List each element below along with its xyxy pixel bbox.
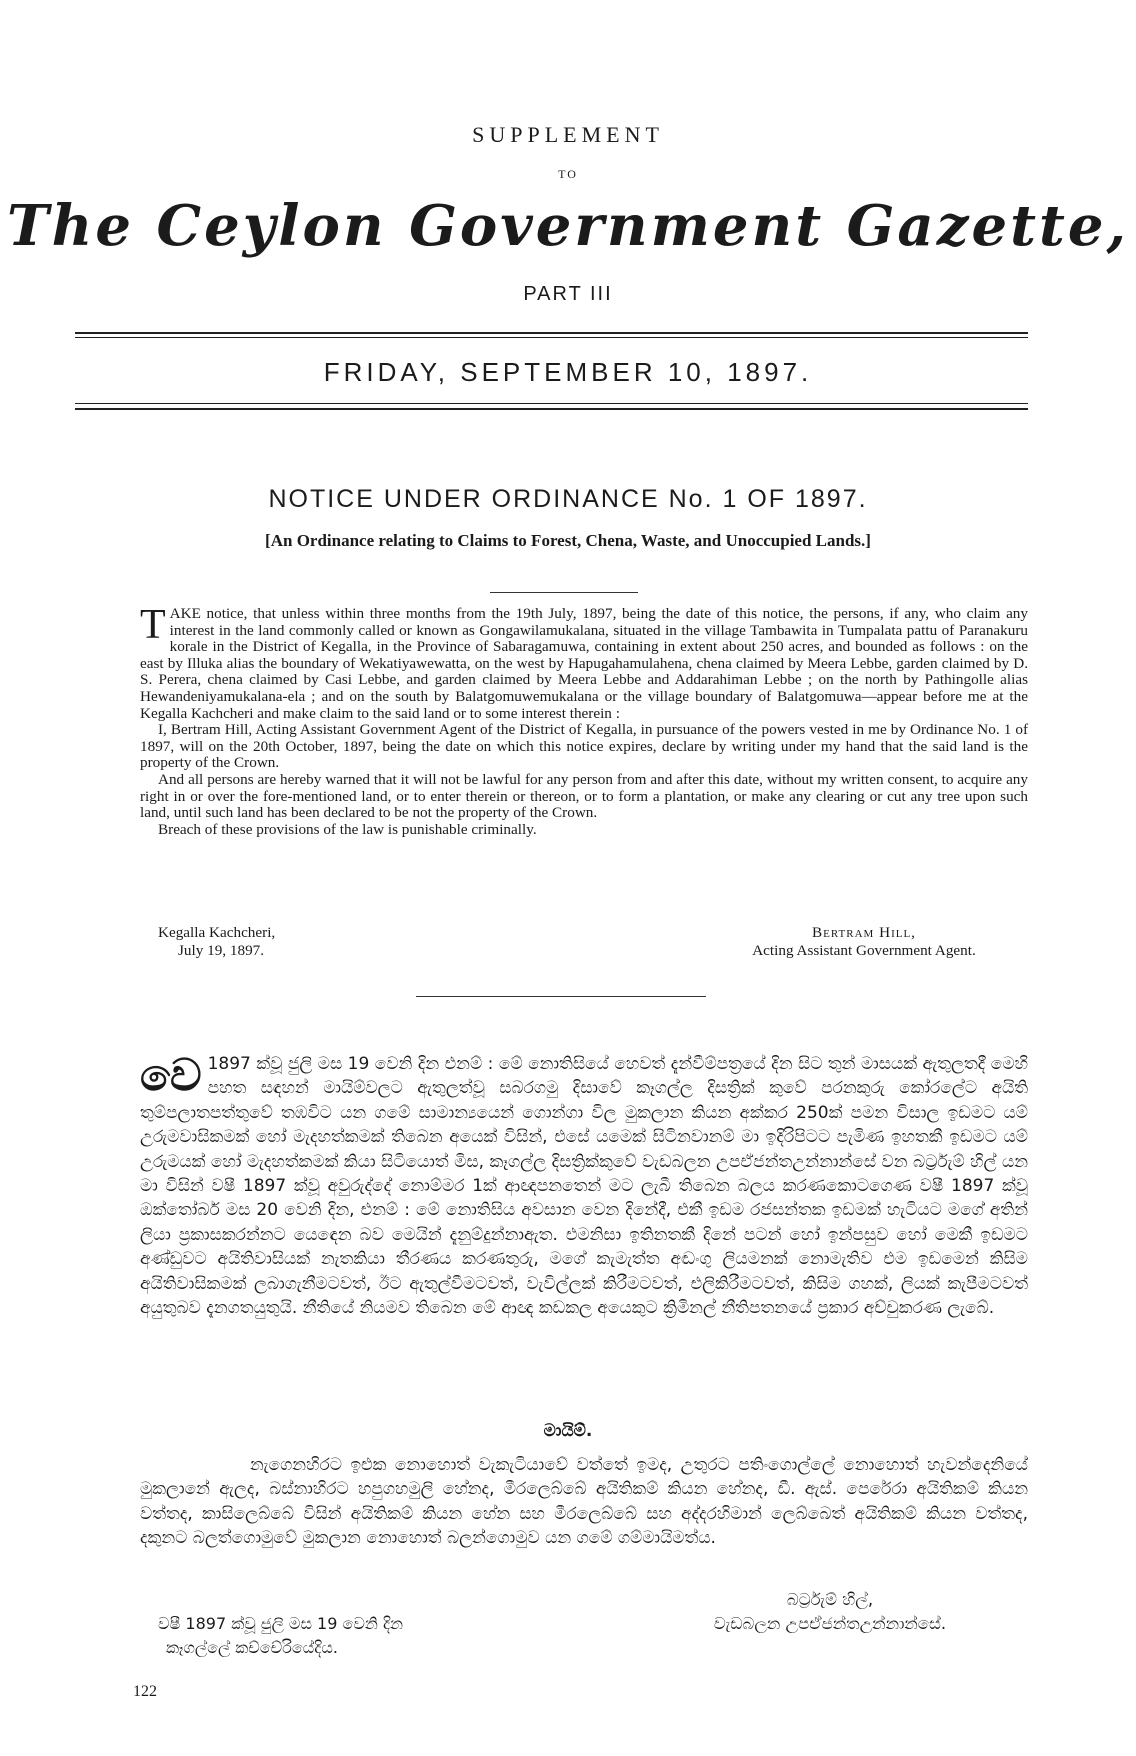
part-label: PART III	[523, 283, 613, 305]
signatory-name: Bertram Hill,	[812, 924, 916, 941]
sinhala-place: කෑගල්ලේ කච්චේරියේදිය.	[166, 1638, 338, 1657]
sinhala-notice-body	[140, 1052, 1028, 1320]
english-place-date	[158, 924, 275, 960]
gazette-masthead: The Ceylon Government Gazette,	[6, 193, 1129, 259]
english-paragraph-1: TAKE notice, that unless within three months from the 19th July, 1897, being the date of this notice, the persons, if any, who claim any interest in the land commonly called or known as Gongawilamukalana, situated in the village Tambawita in Tumpalata pattu of Paranakuru korale in the District of Kegalla, in the Province of Sabaragamuwa, containing in extent about 250 acres, and bounded as follows : on the east by Illuka alias the boundary of Wekatiyawewatta, on the west by Hapugahamulahena, chena claimed by Meera Lebbe, garden claimed by D. S. Perera, chena claimed by Casi Lebbe, and garden claimed by Meera Lebbe and Addarahiman Lebbe ; on the north by Pathingolle alias Hewandeniyamukalana-ela ; and on the south by Balatgomuwemukalana or the village boundary of Balatgomuwa—appear before me at the Kegalla Kachcheri and make claim to the said land or to some interest therein :	[140, 602, 1028, 722]
signatory-title: Acting Assistant Government Agent.	[752, 942, 976, 959]
english-signature	[714, 924, 1014, 960]
notice-subtitle: [An Ordinance relating to Claims to Forest, Chena, Waste, and Unoccupied Lands.]	[265, 531, 871, 550]
to-label: TO	[558, 167, 578, 181]
sinhala-boundaries-heading: මායිම්.	[543, 1421, 593, 1441]
english-paragraph-2: I, Bertram Hill, Acting Assistant Government Agent of the District of Kegalla, in pursuance of the powers vested in me by Ordinance No. 1 of 1897, will on the 20th October, 1897, being the date on which this notice expires, declare by writing under my hand that the said land is the property of the Crown.	[140, 721, 1028, 772]
english-paragraph-3: And all persons are hereby warned that it will not be lawful for any person from and after this date, without my written consent, to acquire any right in or over the fore-mentioned land, or to enter therein or thereon, or to form a plantation, or make any clearing or cut any tree upon such land, until such land has been declared to be not the property of the Crown.	[140, 770, 1028, 822]
sinhala-paragraph-1: වෙ 1897 ක්වූ ජුලි මස 19 වෙනි දින එනම් : මේ නොතිසියේ හෙවත් දැන්වීම්පත්‍රයේ දින සිට තුන් මාසයක් ඇතුලතදී මෙහි පහත සඳහන් මායිම්වලට ඇතුලත්වූ සබරගමු දිසාවේ කෑගල්ල දිසත්‍රික් කුවේ පරනකුරු කෝරලේට අයිති තුම්පලාතපත්තුවේ තඹවිට යන ගමේ සාමාන්‍යයෙන් ගොන්ගා විල මුකලාන කියන අක්කර 250ක් පමන විසාල ඉඩමට යම් උරුමවාසිකමක් හෝ මැදහත්කමක් තිබෙන අයෙක් විසින්, එසේ යමෙක් සිටිනවානම් මා ඉදිරිපිටට පැමිණ ඉහතකී ඉඩමට යම් උරුමයක් හෝ මැදහත්කමක් කියා සිටියොත් මිස, කෑගල්ල දිසත්‍රික්කුවේ වැඩබලන උපඒජන්තඋන්නාන්සේ වන බර්ට්‍රැම් හිල් යන මා විසින් වෂී 1897 ක්වූ අවුරුද්දේ නොම්මර 1ක් ආඥපනතෙන් මට ලැබී තිබෙන බලය කරණකොටගෙණ වෂී 1897 ක්වූ ඔක්තෝබර් මස 20 වෙනි දින, එනම් : මේ නොතිසිය අවසාන වෙන දිනේදී, එකී ඉඩම රජසන්තක ඉඩමක් හැටියට මගේ අතින් ලියා ප්‍රකාසකරන්නට යෙඳෙන බව මෙයින් දැනුම්දුන්නාඇත. එමනිසා ඉතිනතකී දිනේ පටන් හෝ ඉන්පසුව හෝ මෙකී ඉඩමට අණ්ඩුවට අයිතිවාසියක් නැතකියා තීරණය කරණතුරු, මගේ කැමැත්ත අඬංගු ලියමනක් නොමැතිව එම ඉඩමෙන් කිසිම අයිතිවාසිකමක් ලබාගැනීමටවත්, ඊට ඇතුල්වීමටවත්, වැවිල්ලක් කිරීමටවත්, එලිකිරීමටවත්, කිසිම ගහක්, ලියක් කැපීමටවත් අයුතුබව දැනගතයුතුයි. නීතියේ නියමව තිබෙන මේ ආඥ කඩකල අයෙකුට ක්‍රිමිනල් නීතිපතනයේ ප්‍රකාර අච්චුකරණ ලැබේ.	[140, 1050, 1028, 1319]
supplement-heading: SUPPLEMENT	[472, 122, 664, 147]
issue-date: FRIDAY, SEPTEMBER 10, 1897.	[323, 357, 813, 387]
page-number: 122	[133, 1683, 157, 1700]
header-rule-top-thin	[75, 337, 1028, 338]
place: Kegalla Kachcheri,	[158, 924, 276, 941]
sinhala-drop-letter: වෙ	[140, 1050, 202, 1101]
notice-date: July 19, 1897.	[178, 942, 265, 959]
header-rule-bottom	[75, 403, 1028, 404]
sinhala-signatory-title: වැඩබලන උපඒජන්තඋන්නාන්සේ.	[713, 1614, 947, 1633]
notice-title: NOTICE UNDER ORDINANCE No. 1 OF 1897.	[268, 485, 868, 513]
sinhala-signatory-name: බර්ට්‍රැම් හිල්,	[786, 1590, 874, 1609]
header-rule-bottom-thick	[75, 408, 1028, 410]
sinhala-date: වෂී 1897 ක්වූ ජුලි මස 19 වෙනි දින	[158, 1614, 404, 1633]
sinhala-boundaries-text: නැගෙනහිරට ඉළුක නොහොත් වැකැටියාවේ වත්තේ ඉමද, උතුරට පතිංගොල්ලේ නොහොත් හැවන්දෙනියේ මුකලානේ ඇලද, බස්නාහිරට හපුගහමුලි හේනද, මීරලෙබ්බේ අයිතිකම් කියන හේනද, ඩී. ඇස්. පෙරේරා අයිතිකම් කියන වත්තද, කාසිලෙබ්බේ විසින් අයිතිකම් කියන හේන සහ මීරලෙබ්බේ සහ අද්දරහිමාන් ලෙබ්බෙත් අයිතිකම් කියන වත්තද, දකුනට බලත්ගොමුවේ මුකලාන නොහොත් බලන්ගොමුව යන ගමේ ගම්මායිමත්ය.	[140, 1455, 1028, 1549]
sinhala-signature	[620, 1588, 1040, 1636]
drop-capital: T	[140, 602, 166, 648]
sinhala-place-date	[158, 1612, 403, 1660]
english-paragraph-4: Breach of these provisions of the law is punishable criminally.	[158, 820, 537, 838]
section-divider	[416, 996, 706, 997]
english-notice-body	[140, 602, 1028, 838]
divider	[490, 592, 638, 593]
header-rule-top	[75, 332, 1028, 334]
